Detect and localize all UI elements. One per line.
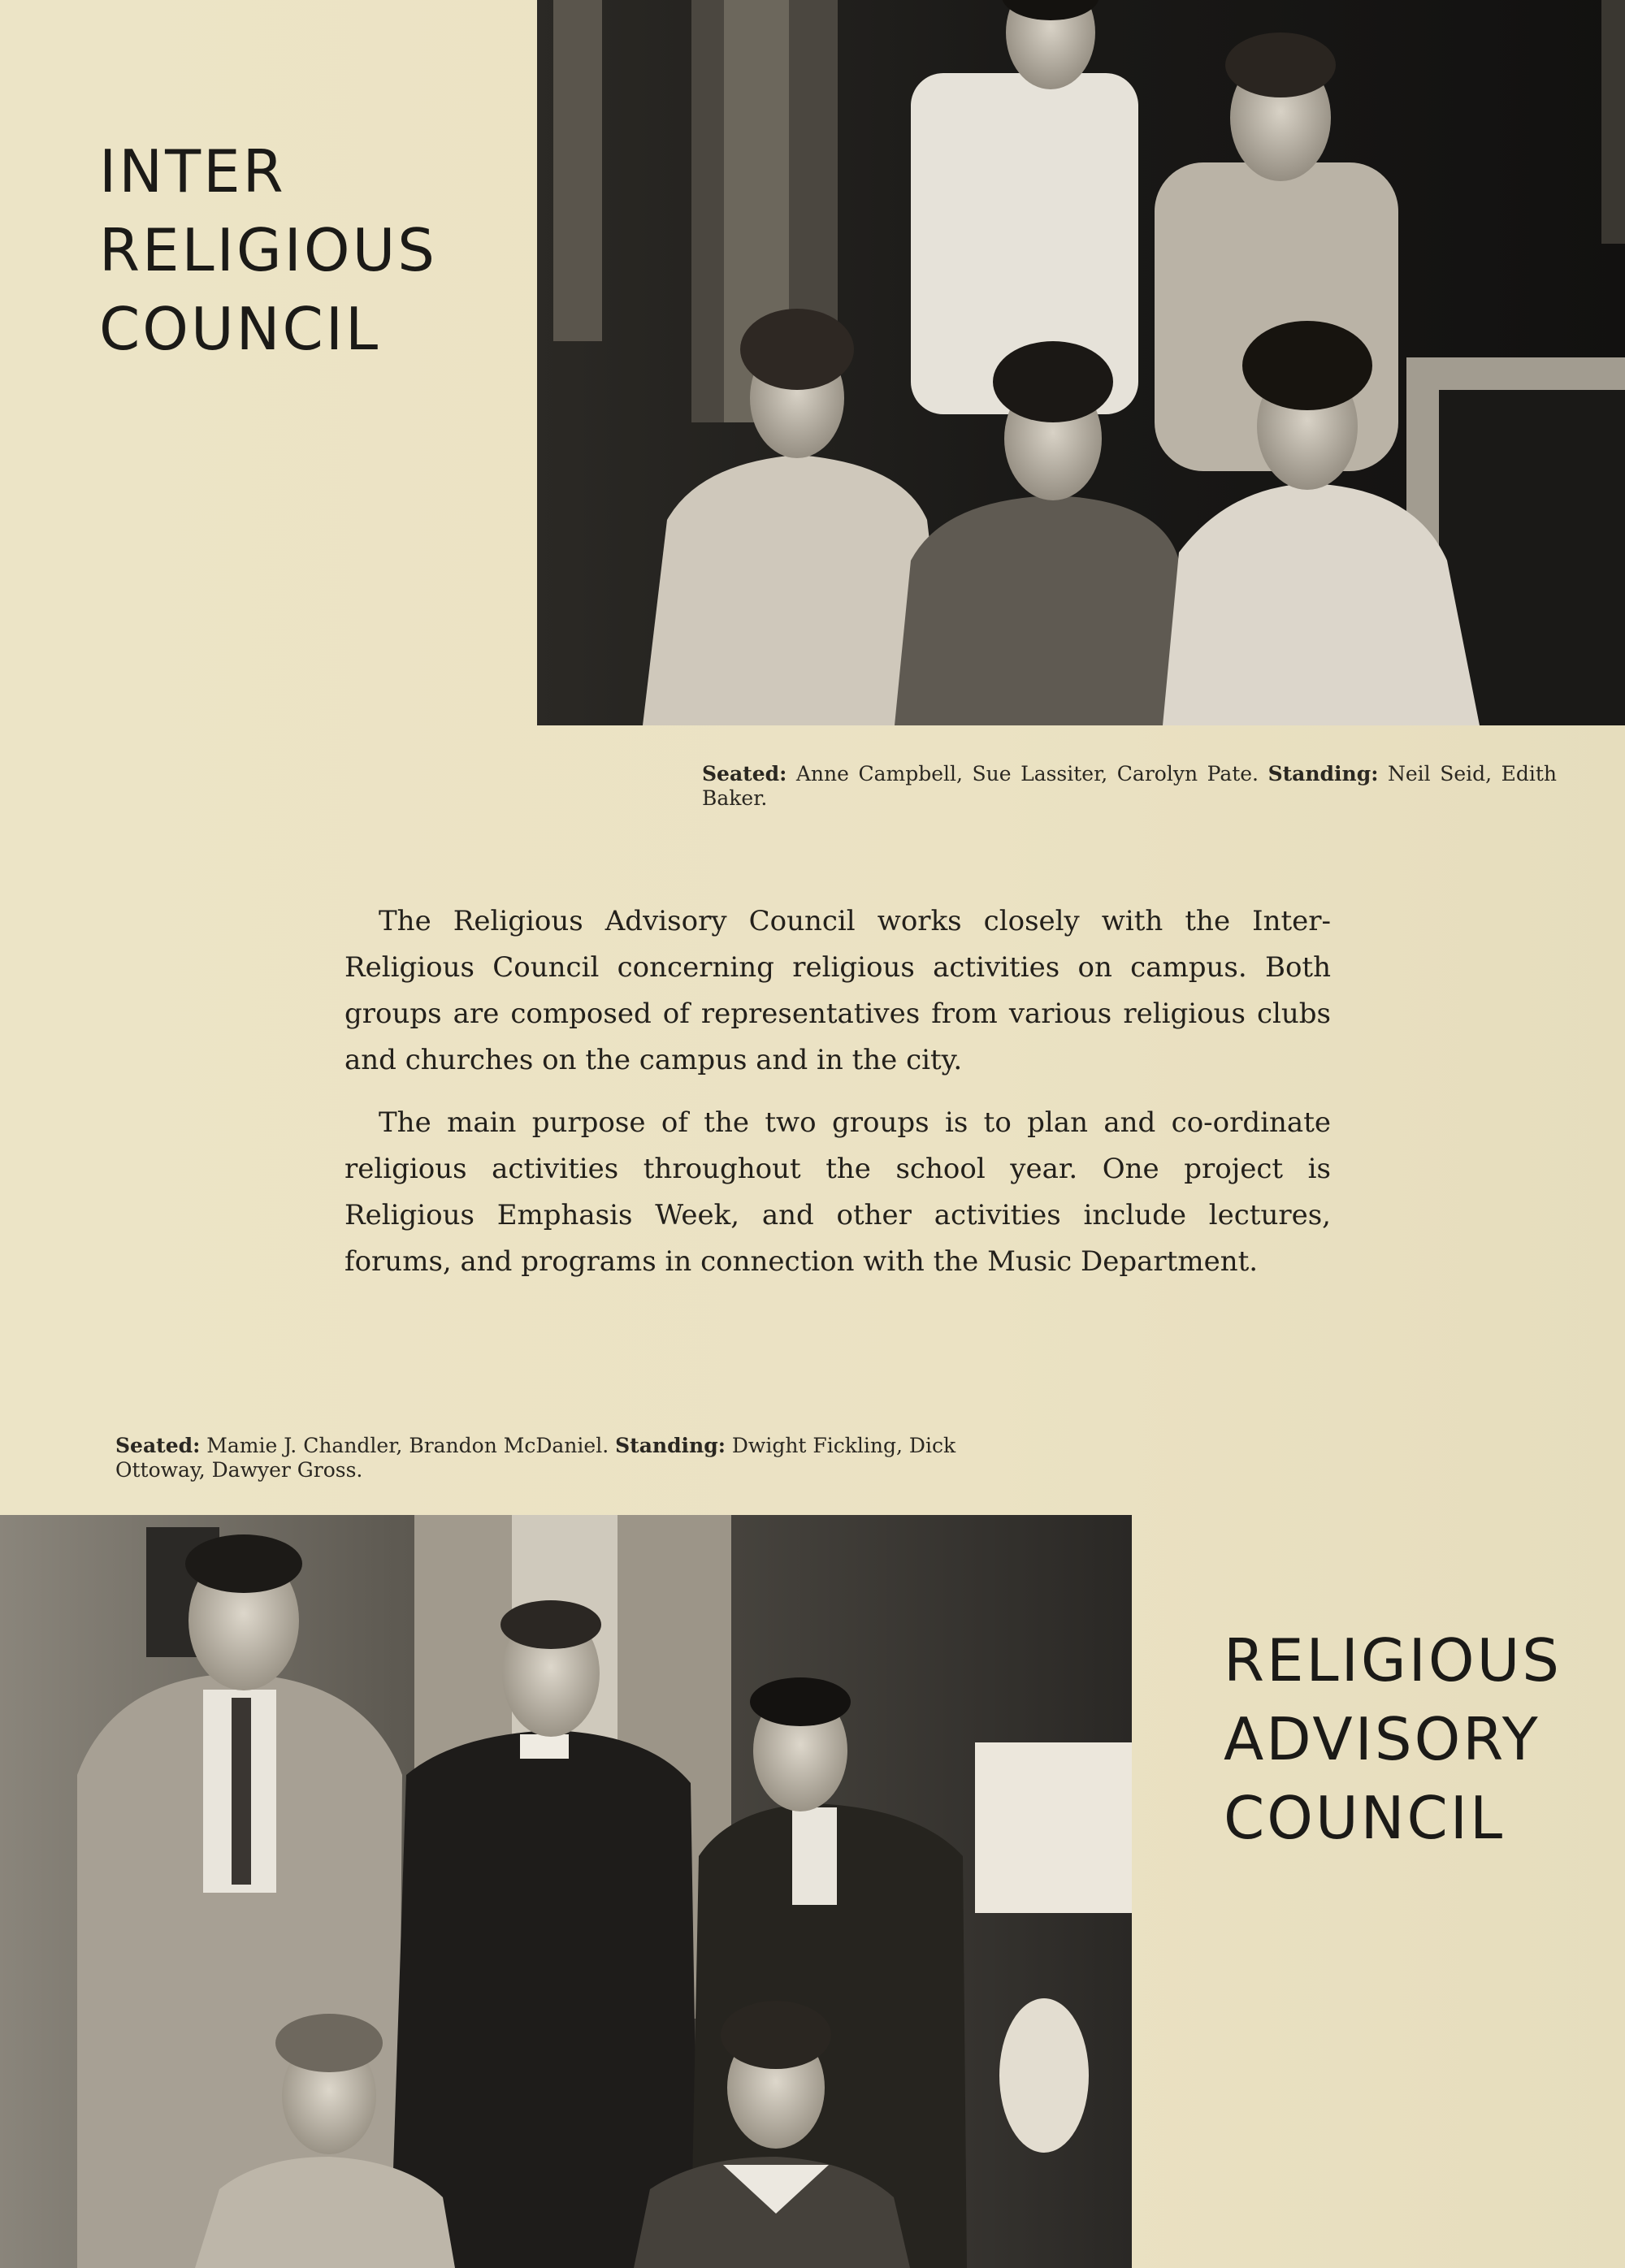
heading-line: RELIGIOUS: [99, 216, 437, 285]
group-photo-illustration: [537, 0, 1625, 725]
heading-line: ADVISORY: [1224, 1705, 1540, 1774]
heading-line: COUNCIL: [99, 295, 381, 364]
caption-standing-label: Standing:: [1268, 762, 1379, 786]
religious-advisory-council-photo: [0, 1515, 1132, 2268]
top-photo-caption: [702, 762, 1557, 811]
caption-standing-label: Standing:: [615, 1434, 726, 1457]
article-body: [344, 898, 1331, 1301]
body-paragraph: The Religious Advisory Council works closely with the Inter-Religious Council concerning religious activities on campus. Both groups are composed of representatives from various religious clubs and churches on the campus and in the city.: [344, 905, 1331, 1076]
caption-seated-label: Seated:: [115, 1434, 201, 1457]
caption-standing-names: Neil Seid, Edith Baker.: [702, 762, 1558, 810]
heading-line: RELIGIOUS: [1224, 1626, 1562, 1695]
heading-line: COUNCIL: [1224, 1784, 1506, 1853]
caption-seated-label: Seated:: [702, 762, 787, 786]
caption-seated-names: Anne Campbell, Sue Lassiter, Carolyn Pate.: [786, 762, 1268, 786]
caption-seated-names: Mamie J. Chandler, Brandon McDaniel.: [200, 1434, 616, 1457]
group-photo-illustration: [0, 1515, 1132, 2268]
caption-standing-names: Dwight Fickling, Dick Ottoway, Dawyer Gross.: [115, 1434, 956, 1482]
inter-religious-council-heading: [99, 132, 437, 369]
heading-line: INTER: [99, 137, 286, 206]
body-paragraph: The main purpose of the two groups is to plan and co-ordinate religious activities throughout the school year. One project is Religious Emphasis Week, and other activities include lectures, forums, and programs in connection with the Music Department.: [344, 1106, 1331, 1278]
inter-religious-council-photo: [537, 0, 1625, 725]
religious-advisory-council-heading: [1224, 1621, 1562, 1858]
bottom-photo-caption: [115, 1434, 977, 1482]
